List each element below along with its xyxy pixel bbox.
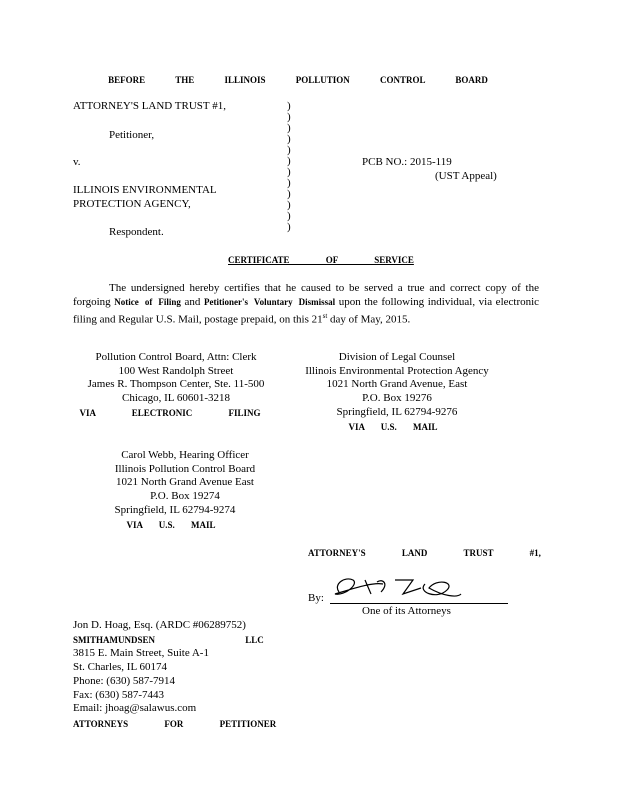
service-left-method: VIA ELECTRONIC FILING xyxy=(79,408,261,418)
service-bottom-method: VIA U.S. MAIL xyxy=(126,520,216,530)
petitioner-party-name: ATTORNEY'S LAND TRUST #1, xyxy=(73,100,226,112)
petitioner-label: Petitioner, xyxy=(109,129,155,141)
notice-of-filing-ref: Notice of Filing xyxy=(114,297,181,307)
service-right-line4: P.O. Box 19276 xyxy=(362,392,432,404)
service-right-line3: 1021 North Grand Avenue, East xyxy=(326,378,468,390)
caption-paren: ) xyxy=(287,133,291,145)
law-firm: SMITHAMUNDSEN LLC xyxy=(73,635,264,645)
service-bottom-line5: Springfield, IL 62794-9274 xyxy=(114,504,236,516)
body-and: and xyxy=(184,296,201,308)
caption-paren: ) xyxy=(287,155,291,167)
caption-paren: ) xyxy=(287,144,291,156)
signature-party: ATTORNEY'S LAND TRUST #1, xyxy=(308,548,541,558)
body-text-start: The undersigned hereby certifies that he caused to be served a true and correct copy of the forgoing xyxy=(73,282,539,308)
signature-by-label: By: xyxy=(308,592,324,604)
signature-line xyxy=(330,603,508,604)
attorney-name: Jon D. Hoag, Esq. (ARDC #06289752) xyxy=(73,619,246,631)
signature-role: One of its Attorneys xyxy=(362,605,451,617)
caption-paren: ) xyxy=(287,122,291,134)
service-bottom-line3: 1021 North Grand Avenue East xyxy=(116,476,254,488)
service-left-line1: Pollution Control Board, Attn: Clerk xyxy=(95,351,257,363)
caption-paren: ) xyxy=(287,177,291,189)
respondent-party-line2: PROTECTION AGENCY, xyxy=(73,198,191,210)
caption-paren: ) xyxy=(287,210,291,222)
service-left-line2: 100 West Randolph Street xyxy=(118,365,234,377)
attorney-email: Email: jhoag@salawus.com xyxy=(73,702,197,714)
attorney-phone: Phone: (630) 587-7914 xyxy=(73,675,176,687)
service-right-line1: Division of Legal Counsel xyxy=(338,351,456,363)
service-left-line4: Chicago, IL 60601-3218 xyxy=(121,392,231,404)
service-right-line2: Illinois Environmental Protection Agency xyxy=(305,365,489,377)
caption-paren: ) xyxy=(287,199,291,211)
service-right-method: VIA U.S. MAIL xyxy=(348,422,438,432)
respondent-label: Respondent. xyxy=(109,226,164,238)
caption-paren: ) xyxy=(287,166,291,178)
respondent-party-line1: ILLINOIS ENVIRONMENTAL xyxy=(73,184,217,196)
service-bottom-line4: P.O. Box 19274 xyxy=(150,490,220,502)
caption-paren: ) xyxy=(287,100,291,112)
court-heading: BEFORE THE ILLINOIS POLLUTION CONTROL BOARD xyxy=(108,75,488,85)
service-bottom-line2: Illinois Pollution Control Board xyxy=(114,463,256,475)
caption-paren: ) xyxy=(287,221,291,233)
voluntary-dismissal-ref: Petitioner's Voluntary Dismissal xyxy=(204,297,336,307)
certificate-body xyxy=(73,281,539,327)
service-bottom-line1: Carol Webb, Hearing Officer xyxy=(121,449,249,461)
certificate-title: CERTIFICATE OF SERVICE xyxy=(228,255,414,265)
attorney-fax: Fax: (630) 587-7443 xyxy=(73,689,165,701)
attorneys-for-petitioner: ATTORNEYS FOR PETITIONER xyxy=(73,719,277,729)
date-superscript: st xyxy=(322,312,328,320)
body-text-end: day of May, 2015. xyxy=(330,313,411,326)
service-left-line3: James R. Thompson Center, Ste. 11-500 xyxy=(87,378,265,390)
caption-paren: ) xyxy=(287,111,291,123)
body-text-mid: upon the following individual, via electronic filing and Regular U.S. Mail, postage prepaid, on this 21 xyxy=(73,296,540,326)
signature-image xyxy=(325,570,465,606)
attorney-address1: 3815 E. Main Street, Suite A-1 xyxy=(73,647,209,659)
case-number: PCB NO.: 2015-119 xyxy=(362,156,452,168)
caption-paren: ) xyxy=(287,188,291,200)
service-right-line5: Springfield, IL 62794-9276 xyxy=(336,406,458,418)
versus-label: v. xyxy=(73,156,81,168)
attorney-address2: St. Charles, IL 60174 xyxy=(73,661,167,673)
case-type: (UST Appeal) xyxy=(435,170,497,182)
